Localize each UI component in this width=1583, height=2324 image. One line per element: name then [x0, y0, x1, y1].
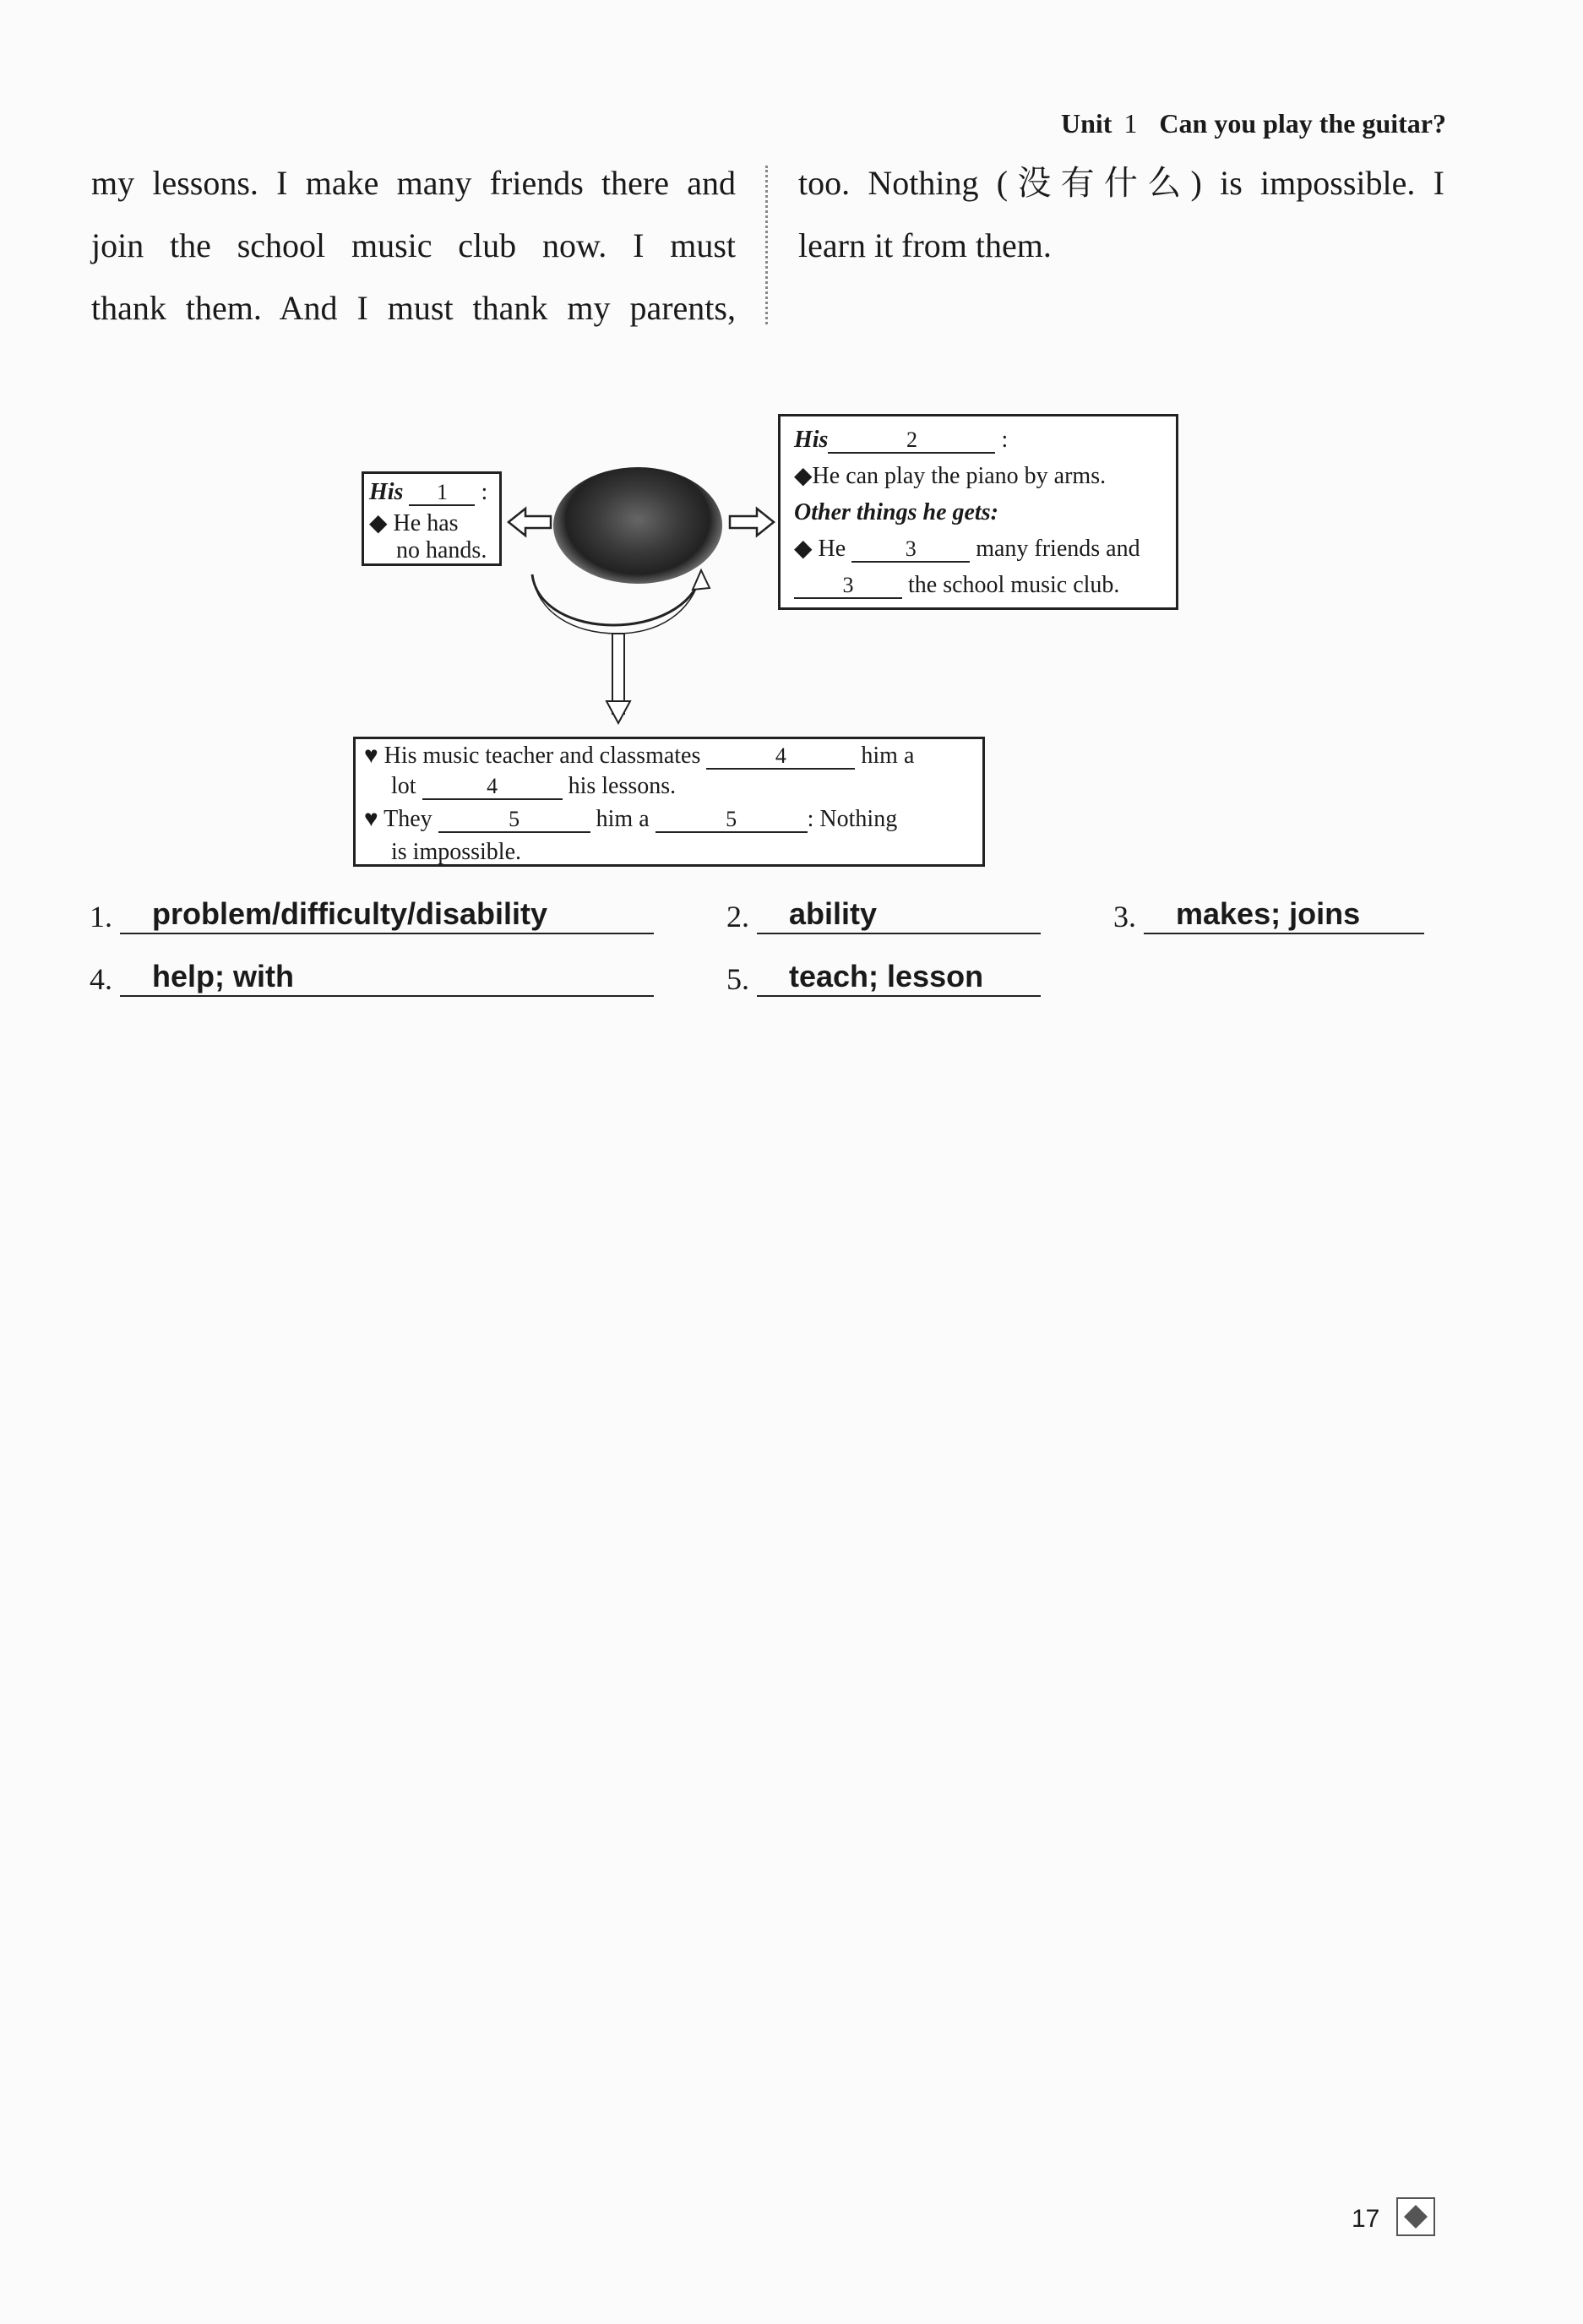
heart-bullet: ♥: [364, 806, 378, 832]
box-text: many friends and: [976, 536, 1140, 562]
blank-5: 5: [438, 808, 590, 833]
box-text: He can play the piano by arms.: [812, 463, 1107, 489]
passage-left-column: [91, 152, 736, 340]
colon: :: [1001, 427, 1009, 453]
blank-2: 2: [828, 428, 995, 454]
page-number: 17: [1352, 2205, 1380, 2233]
box-text: the school music club.: [908, 572, 1120, 598]
curved-arrow-icon: [524, 566, 718, 727]
colon: :: [481, 479, 488, 505]
box-text: his lessons.: [568, 773, 677, 799]
answer-5: [726, 958, 1041, 997]
box-text: : Nothing: [807, 806, 898, 832]
unit-title: Can you play the guitar?: [1159, 108, 1446, 139]
blank-4b: 4: [422, 775, 563, 800]
passage-line: learn it from them.: [798, 226, 1052, 264]
box-subtitle: Other things he gets:: [794, 499, 998, 525]
diagram-box-help: [353, 737, 985, 867]
answer-text: problem/difficulty/disability: [120, 895, 654, 934]
answer-text: teach; lesson: [757, 958, 1041, 997]
blank-3: 3: [851, 537, 970, 563]
box-text: He: [818, 536, 846, 562]
passage-line: my lessons. I make many friends there and: [91, 164, 736, 202]
arrow-right-icon: [728, 505, 775, 539]
heart-bullet: ♥: [364, 743, 378, 769]
answer-number: 5.: [726, 962, 749, 996]
box-title: His: [369, 479, 404, 505]
answer-text: ability: [757, 895, 1041, 934]
answer-number: 2.: [726, 900, 749, 933]
diagram-box-ability: [778, 414, 1178, 610]
box-text: no hands.: [396, 537, 487, 563]
passage-line: thank them. And I must thank my parents,: [91, 289, 736, 327]
page-diamond-icon: [1395, 2196, 1438, 2239]
answer-number: 1.: [90, 900, 112, 933]
box-title: His: [794, 427, 829, 453]
unit-label: Unit: [1060, 108, 1112, 139]
blank-1: 1: [409, 481, 475, 506]
blank-5b: 5: [656, 808, 808, 833]
blank-3b: 3: [794, 574, 902, 599]
diamond-bullet: ◆: [369, 510, 388, 536]
answer-text: help; with: [120, 958, 654, 997]
answer-2: [726, 895, 1041, 934]
box-text: is impossible.: [391, 839, 522, 865]
answer-3: [1113, 895, 1424, 934]
diamond-bullet: ◆: [794, 536, 813, 562]
box-text: lot: [391, 773, 416, 799]
passage-line: too. Nothing (没有什么) is impossible. I: [798, 164, 1444, 202]
arrow-left-icon: [507, 505, 552, 539]
diagram-box-problem: [362, 471, 502, 566]
box-text: His music teacher and classmates: [384, 743, 701, 769]
box-text: He has: [393, 510, 459, 536]
box-text: him a: [596, 806, 650, 832]
box-text: They: [384, 806, 432, 832]
diamond-bullet: ◆: [794, 463, 813, 489]
passage-line: join the school music club now. I must: [91, 226, 736, 264]
answer-4: [90, 958, 654, 997]
running-header: [1061, 108, 1446, 139]
answer-1: [90, 895, 654, 934]
answer-number: 3.: [1113, 900, 1136, 933]
answer-text: makes; joins: [1144, 895, 1424, 934]
blank-4: 4: [706, 744, 855, 770]
unit-number: 1: [1123, 108, 1138, 139]
answer-number: 4.: [90, 962, 112, 996]
passage-right-column: [798, 152, 1444, 277]
column-divider: [765, 166, 768, 324]
box-text: him a: [861, 743, 915, 769]
